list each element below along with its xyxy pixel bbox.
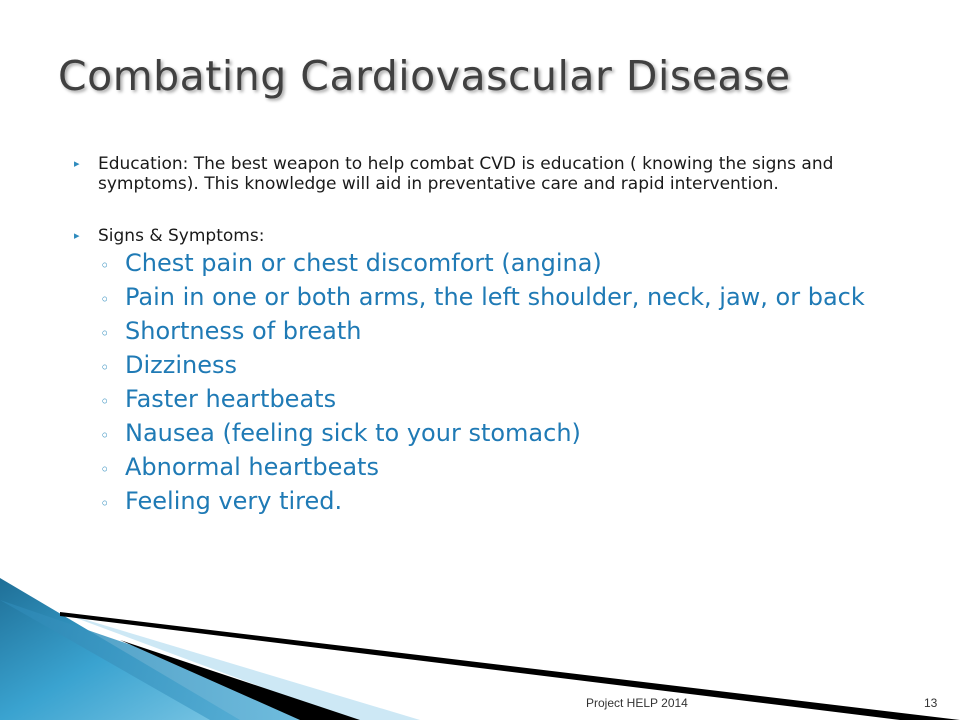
- arrow-bullet-icon: ▸: [74, 229, 80, 242]
- education-paragraph: [74, 154, 914, 194]
- symptom-text: Nausea (feeling sick to your stomach): [125, 419, 581, 447]
- circle-bullet-icon: ◦: [100, 392, 110, 411]
- symptom-text: Pain in one or both arms, the left shoulder, neck, jaw, or back: [125, 283, 865, 311]
- slide-title: Combating Cardiovascular Disease: [58, 52, 791, 100]
- list-item: [100, 488, 914, 514]
- list-item: [100, 386, 914, 412]
- signs-suffix: :: [258, 226, 265, 246]
- footer-text: Project HELP 2014: [586, 696, 688, 710]
- circle-bullet-icon: ◦: [100, 358, 110, 377]
- slide-body: [74, 154, 914, 522]
- circle-bullet-icon: ◦: [100, 324, 110, 343]
- list-item: [100, 318, 914, 344]
- symptom-text: Shortness of breath: [125, 317, 362, 345]
- circle-bullet-icon: ◦: [100, 290, 110, 309]
- circle-bullet-icon: ◦: [100, 256, 110, 275]
- page-number: 13: [924, 696, 938, 710]
- education-text: : The best weapon to help combat CVD is education ( knowing the signs and symptoms). This knowledge will aid in preventative care and rapid intervention.: [98, 154, 834, 194]
- list-item: [100, 284, 914, 310]
- symptom-text: Faster heartbeats: [125, 385, 337, 413]
- circle-bullet-icon: ◦: [100, 494, 110, 513]
- symptom-text: Dizziness: [125, 351, 237, 379]
- symptom-text: Feeling very tired.: [125, 487, 343, 515]
- list-item: [100, 250, 914, 276]
- arrow-bullet-icon: ▸: [74, 157, 80, 170]
- list-item: [100, 420, 914, 446]
- symptom-text: Abnormal heartbeats: [125, 453, 379, 481]
- signs-heading: [74, 226, 914, 246]
- signs-label: Signs & Symptoms: [98, 226, 259, 246]
- list-item: [100, 454, 914, 480]
- education-label: Education: [98, 154, 183, 174]
- circle-bullet-icon: ◦: [100, 460, 110, 479]
- symptom-list: [74, 250, 914, 514]
- spacer: [74, 194, 914, 226]
- circle-bullet-icon: ◦: [100, 426, 110, 445]
- list-item: [100, 352, 914, 378]
- symptom-text: Chest pain or chest discomfort (angina): [125, 249, 602, 277]
